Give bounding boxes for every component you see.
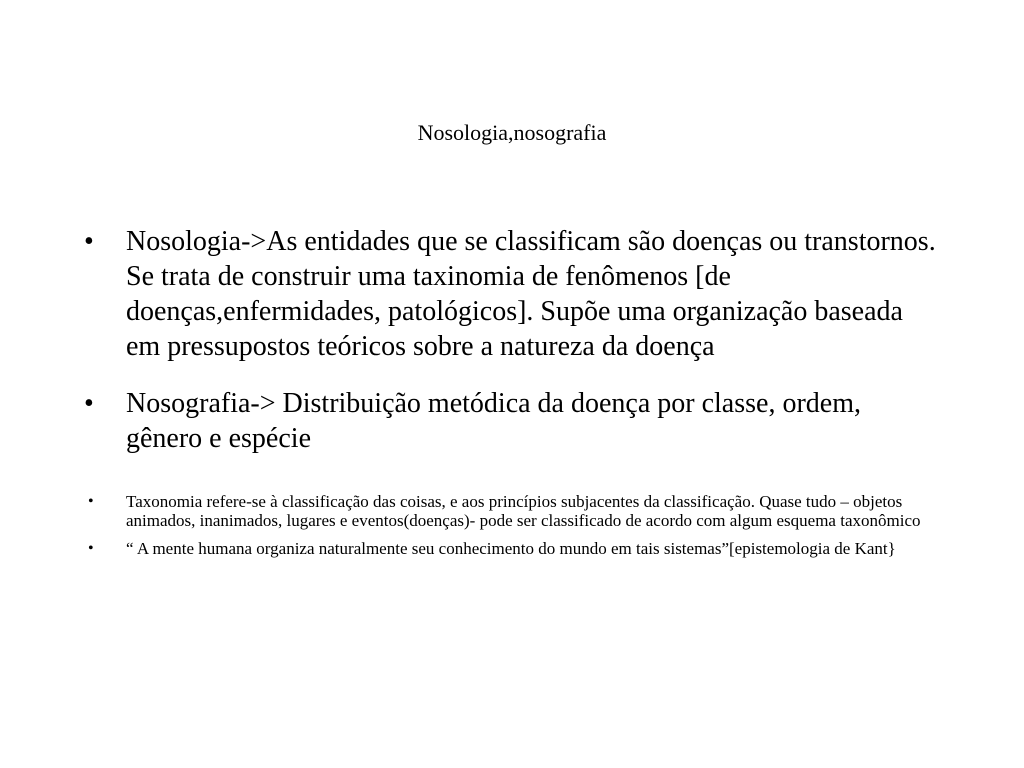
- bullet-text-nosografia: Nosografia-> Distribuição metódica da doença por classe, ordem, gênero e espécie: [126, 388, 861, 454]
- bullet-icon: •: [88, 493, 94, 510]
- bullet-item-nosologia: [84, 224, 944, 364]
- bullet-item-taxonomia: [84, 492, 944, 530]
- bullet-text-quote-kant: “ A mente humana organiza naturalmente seu conhecimento do mundo em tais sistemas”[epistemologia de Kant}: [126, 539, 896, 558]
- bullet-icon: •: [84, 226, 94, 257]
- slide-title: Nosologia,nosografia: [417, 120, 607, 145]
- bullet-item-nosografia: [84, 386, 944, 456]
- bullet-list: [84, 224, 944, 567]
- bullet-item-quote-kant: [84, 539, 944, 558]
- bullet-icon: •: [88, 540, 94, 557]
- bullet-text-taxonomia: Taxonomia refere-se à classificação das coisas, e aos princípios subjacentes da classificação. Quase tudo – objetos animados, inanimados, lugares e eventos(doenças)- pode ser classificado de acordo com algum esquema taxonômico: [126, 492, 921, 530]
- bullet-icon: •: [84, 388, 94, 419]
- bullet-text-nosologia: Nosologia->As entidades que se classificam são doenças ou transtornos. Se trata de construir uma taxinomia de fenômenos [de doenças,enfermidades, patológicos]. Supõe uma organização baseada em pressupostos teóricos sobre a natureza da doença: [126, 226, 936, 362]
